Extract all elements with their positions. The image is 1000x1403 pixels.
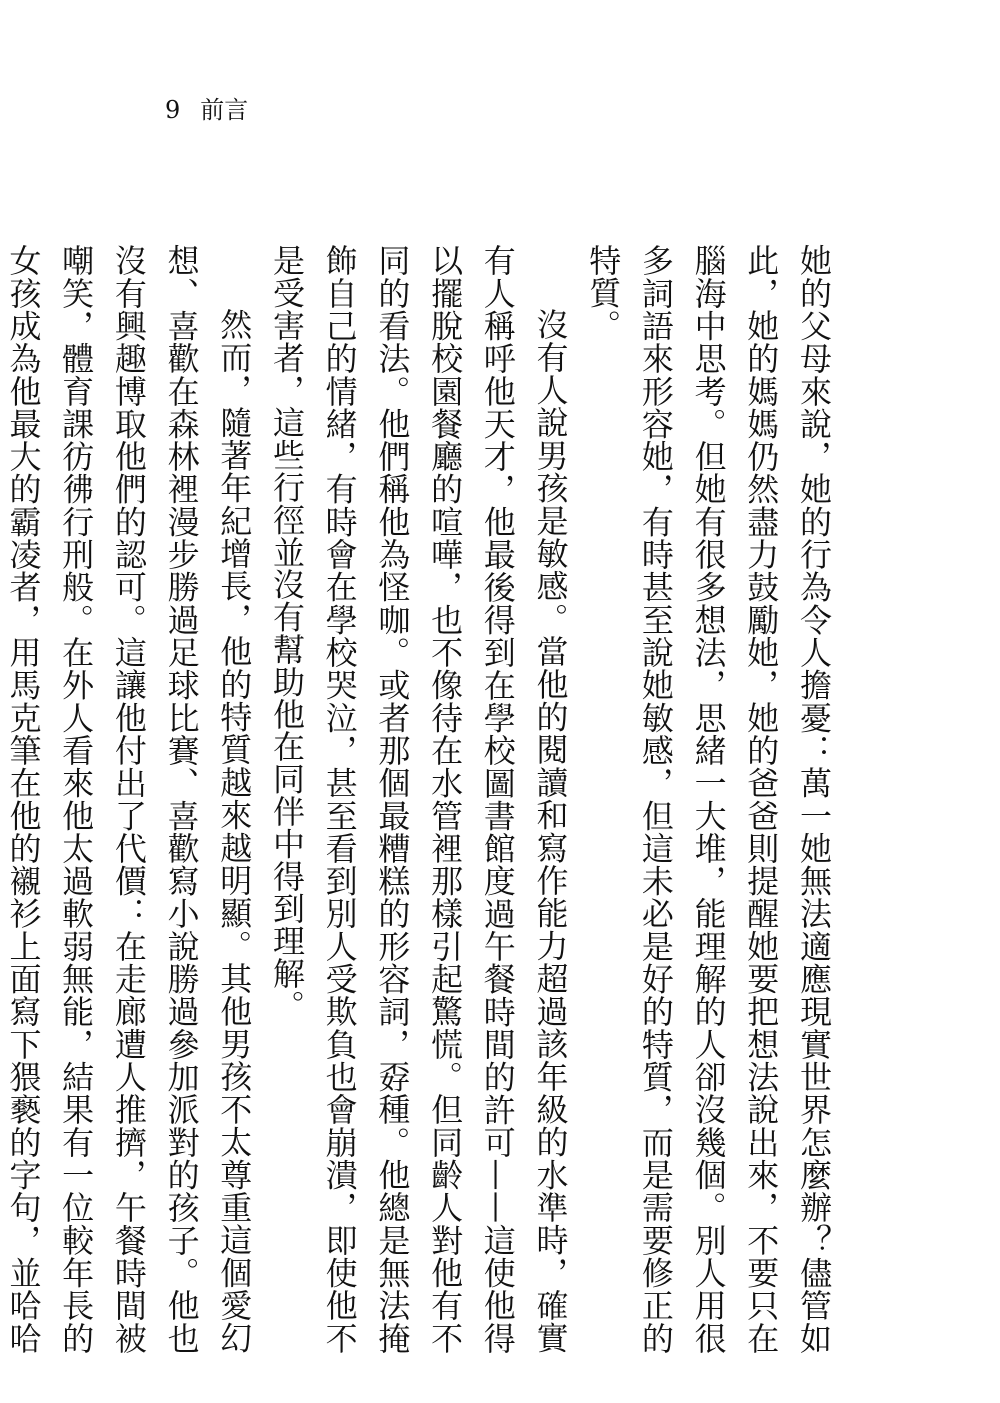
paragraph: 沒有人說男孩是敏感。當他的閱讀和寫作能力超過該年級的水準時，確實有人稱呼他天才，他最後得到在學校圖書館度過午餐時間的許可——這使他得以擺脫校園餐廳的喧嘩，也不像待在水管裡那樣引起驚慌。但同齡人對他有不同的看法。他們稱他為怪咖。或者那個最糟糕的形容詞，孬種。他總是無法掩飾自己的情緒，有時會在學校哭泣，甚至看到別人受欺負也會崩潰，即使他不是受害者，這些行徑並沒有幫助他在同伴中得到理解。 — [267, 244, 570, 1354]
paragraph: 然而，隨著年紀增長，他的特質越來越明顯。其他男孩不太尊重這個愛幻想、喜歡在森林裡漫步勝過足球比賽、喜歡寫小說勝過參加派對的孩子。他也沒有興趣博取他們的認可。這讓他付出了代價：在走廊遭人推擠，午餐時間被嘲笑，體育課彷彿行刑般。在外人看來他太過軟弱無能，結果有一位較年長的女孩成為他最大的霸凌者，用馬克筆在他的襯衫上面寫下猥褻的字句，並哈哈 — [4, 244, 254, 1354]
body-text — [0, 244, 840, 1354]
section-title: 前言 — [200, 96, 249, 124]
page-header — [165, 92, 248, 128]
page-number: 9 — [165, 96, 181, 124]
paragraph-continued: 她的父母來說，她的行為令人擔憂：萬一她無法適應現實世界怎麼辦？儘管如此，她的媽媽仍然盡力鼓勵她，她的爸爸則提醒她要把想法說出來，不要只在腦海中思考。但她有很多想法，思緒一大堆，能理解的人卻沒幾個。別人用很多詞語來形容她，有時甚至說她敏感，但這未必是好的特質，而是需要修正的特質。 — [584, 244, 833, 1354]
